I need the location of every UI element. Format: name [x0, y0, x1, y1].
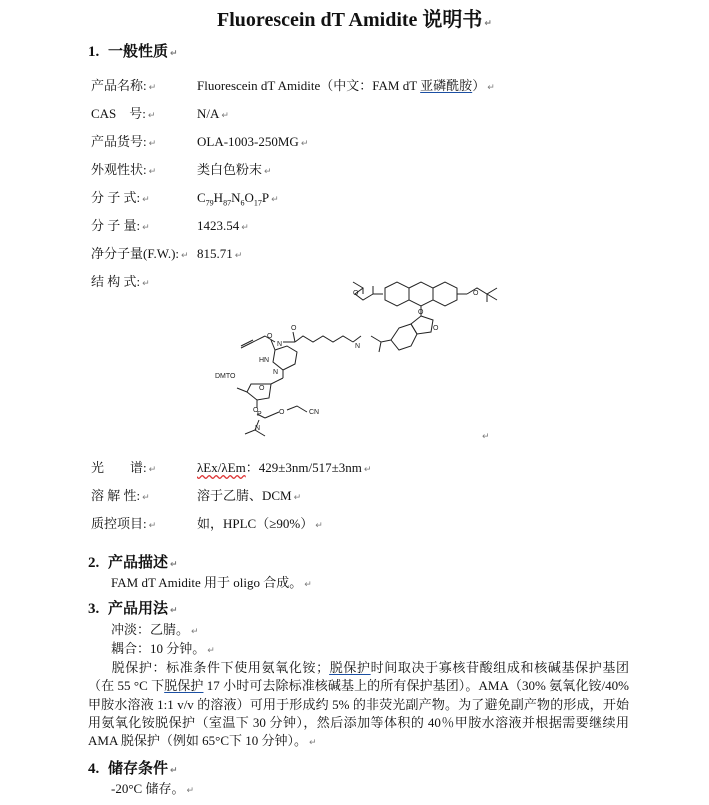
svg-text:N: N [273, 369, 279, 376]
svg-text:N: N [355, 343, 361, 350]
section-4-text: -20°C 储存。 ↵ [111, 781, 194, 796]
svg-text:N: N [255, 425, 261, 432]
molecular-formula: $C_{79}H_{87}N_6O_{17}P$ ↵ [197, 190, 279, 208]
coupling-text: 耦合：10 分钟。 ↵ [111, 641, 215, 656]
svg-text:O: O [253, 407, 259, 414]
svg-text:O: O [291, 325, 297, 332]
section-4-heading: 4. 储存条件 ↵ [88, 761, 178, 777]
document-title: Fluorescein dT Amidite 说明书 ↵ [217, 9, 492, 31]
section-2-heading: 2. 产品描述 ↵ [88, 555, 178, 571]
svg-text:CN: CN [309, 409, 320, 416]
svg-text:P: P [257, 411, 262, 418]
rinse-text: 冲淡：乙腈。 ↵ [111, 622, 199, 637]
structure-paragraph-mark: ↵ [482, 432, 490, 442]
svg-text:O: O [279, 409, 285, 416]
svg-text:HN: HN [259, 357, 270, 364]
section-1-heading: 1. 一般性质 ↵ [88, 44, 178, 60]
deprotection-paragraph: 脱保护：标准条件下使用氨氧化铵；脱保护时间取决于寡核苷酸组成和核碱基保护基团（在 55 °C 下脱保护 17 小时可去除标准核碱基上的所有保护基团）。AMA（30% 氨氧化铵/40% 甲胺水溶液 1:1 v/v 的溶液）可用于形成约 5% 的非荧光副产物。为了避免副产物的形成，开始用氨氧化铵脱保护（室温下 30 分钟），然后添加等体积的 40％甲胺水溶液并根据需要继续用 AMA 脱保护（例如 65°C下 10 分钟）。 ↵ [88, 660, 629, 749]
section-3-heading: 3. 产品用法 ↵ [88, 601, 178, 617]
svg-text:DMTO: DMTO [215, 373, 236, 380]
chemical-structure-image [205, 280, 505, 440]
section-2-text: FAM dT Amidite 用于 oligo 合成。 ↵ [111, 575, 312, 590]
name-cn-underlined: 亚磷酰胺 [420, 78, 473, 93]
svg-text:N: N [277, 341, 283, 348]
svg-text:O: O [353, 290, 359, 297]
svg-text:O: O [418, 309, 424, 316]
svg-text:O: O [267, 333, 273, 340]
svg-text:O: O [433, 325, 439, 332]
svg-text:O: O [473, 290, 479, 297]
svg-text:O: O [259, 385, 265, 392]
